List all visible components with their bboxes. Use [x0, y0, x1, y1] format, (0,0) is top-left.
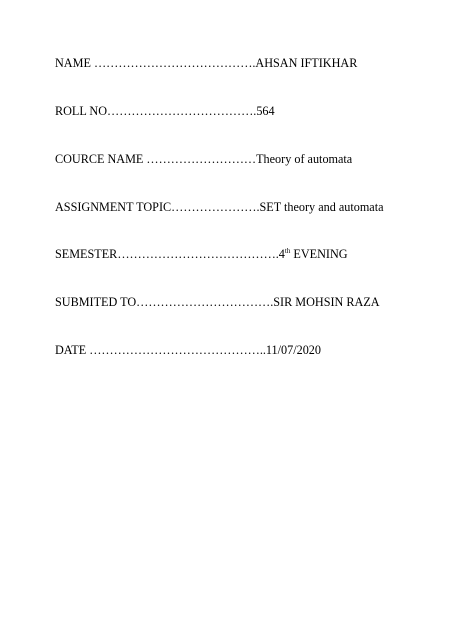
semester-value: EVENING [290, 247, 348, 261]
semester-dots: …………………………………. [117, 247, 279, 261]
semester-label: SEMESTER [55, 247, 118, 261]
submited-to-value: SIR MOHSIN RAZA [273, 295, 380, 309]
name-dots: …………………………………. [93, 56, 256, 70]
semester-ordinal-suffix: th [284, 247, 291, 255]
roll-no-line [55, 104, 275, 118]
submited-to-dots: ……………………………. [136, 295, 274, 309]
assignment-topic-dots: …………………. [171, 200, 260, 214]
roll-no-dots: ………………………………. [107, 104, 257, 118]
roll-no-value: 564 [256, 104, 275, 118]
name-label: NAME [55, 56, 94, 70]
semester-number: 4 [278, 247, 285, 261]
assignment-topic-value: SET theory and automata [259, 200, 384, 214]
date-line [55, 343, 321, 357]
date-label: DATE [55, 343, 90, 357]
date-value: 11/07/2020 [265, 343, 321, 357]
cource-name-value: Theory of automata [256, 152, 353, 166]
name-value: AHSAN IFTIKHAR [255, 56, 358, 70]
cource-name-label: COURCE NAME [55, 152, 147, 166]
cource-name-dots: ……………………… [146, 152, 257, 166]
date-dots: …………………………………….. [89, 343, 266, 357]
name-line [55, 56, 357, 70]
submited-to-line [55, 295, 380, 309]
assignment-topic-line [55, 200, 384, 214]
submited-to-label: SUBMITED TO [55, 295, 137, 309]
semester-line [55, 247, 348, 261]
cource-name-line [55, 152, 352, 166]
assignment-topic-label: ASSIGNMENT TOPIC [55, 200, 172, 214]
roll-no-label: ROLL NO [55, 104, 108, 118]
